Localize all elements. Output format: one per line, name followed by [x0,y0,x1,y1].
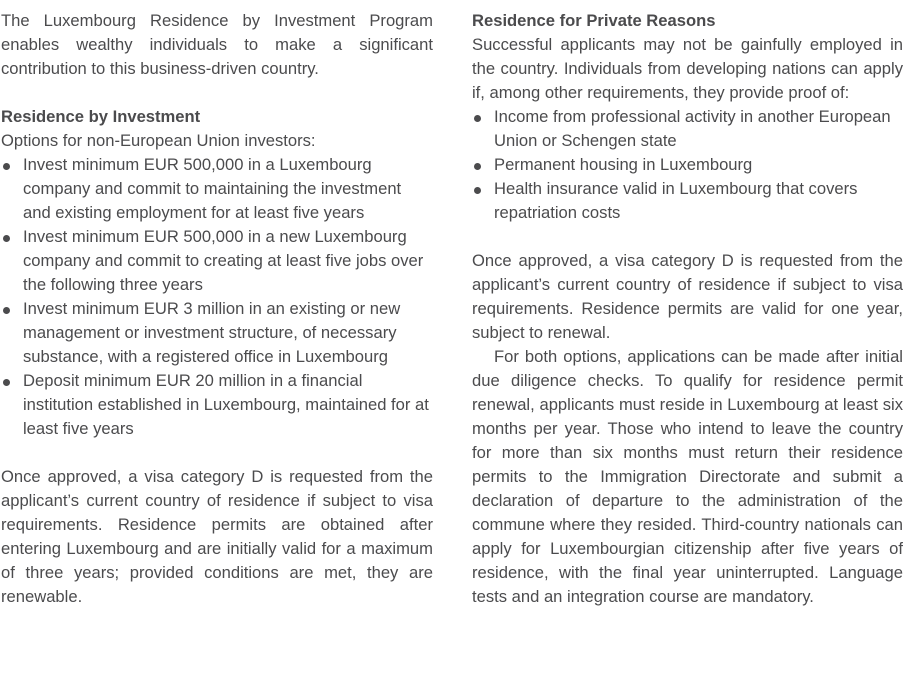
spacer [472,225,903,249]
list-item [472,105,903,153]
spacer [1,81,433,105]
bullet-icon [474,115,481,122]
intro-paragraph: The Luxembourg Residence by Investment Program enables wealthy individuals to make a significant contribution to this business-driven country. [1,11,433,78]
list-item-text: Invest minimum EUR 500,000 in a Luxembourg company and commit to maintaining the investment and existing employment for at least five years [23,155,402,222]
list-item-text: Invest minimum EUR 500,000 in a new Luxembourg company and commit to creating at least five jobs over the following three years [23,227,424,294]
spacer [1,441,433,465]
list-item-text: Income from professional activity in another European Union or Schengen state [494,107,891,150]
requirements-list [472,105,903,225]
bullet-icon [474,187,481,194]
bullet-icon [3,235,10,242]
list-item [1,297,433,369]
both-options-paragraph: For both options, applications can be made after initial due diligence checks. To qualify for residence permit renewal, applicants must reside in Luxembourg at least six months per year. Those who intend to leave the country for more than six months must return their residence permits to the Immigration Directorate and submit a declaration of departure to the administration of the commune where they resided. Third-country nationals can apply for Luxembourgian citizenship after five years of residence, with the final year uninterrupted. Language tests and an integration course are mandatory. [472,347,903,606]
section-heading-investment: Residence by Investment [1,107,201,126]
list-item [1,225,433,297]
bullet-icon [3,307,10,314]
list-item [1,153,433,225]
list-item-text: Permanent housing in Luxembourg [494,155,753,174]
closing-paragraph: Once approved, a visa category D is requested from the applicant’s current country of residence if subject to visa requirements. Residence permits are obtained after entering Luxembourg and are initially valid for a maximum of three years; provided conditions are met, they are renewable. [1,467,433,606]
right-column [472,9,903,609]
private-intro-paragraph: Successful applicants may not be gainfully employed in the country. Individuals from developing nations can apply if, among other requirements, they provide proof of: [472,35,903,102]
list-item [1,369,433,441]
bullet-icon [474,163,481,170]
list-item [472,177,903,225]
bullet-icon [3,163,10,170]
list-item-text: Deposit minimum EUR 20 million in a financial institution established in Luxembourg, maintained for at least five years [23,371,429,438]
left-column [1,9,433,609]
bullet-icon [3,379,10,386]
section-heading-private-reasons: Residence for Private Reasons [472,11,716,30]
list-item-text: Invest minimum EUR 3 million in an existing or new management or investment structure, of necessary substance, with a registered office in Luxembourg [23,299,401,366]
list-item [472,153,903,177]
list-item-text: Health insurance valid in Luxembourg that covers repatriation costs [494,179,858,222]
options-label: Options for non-European Union investors: [1,131,316,150]
approval-paragraph: Once approved, a visa category D is requested from the applicant’s current country of residence if subject to visa requirements. Residence permits are valid for one year, subject to renewal. [472,251,903,342]
investment-options-list [1,153,433,441]
